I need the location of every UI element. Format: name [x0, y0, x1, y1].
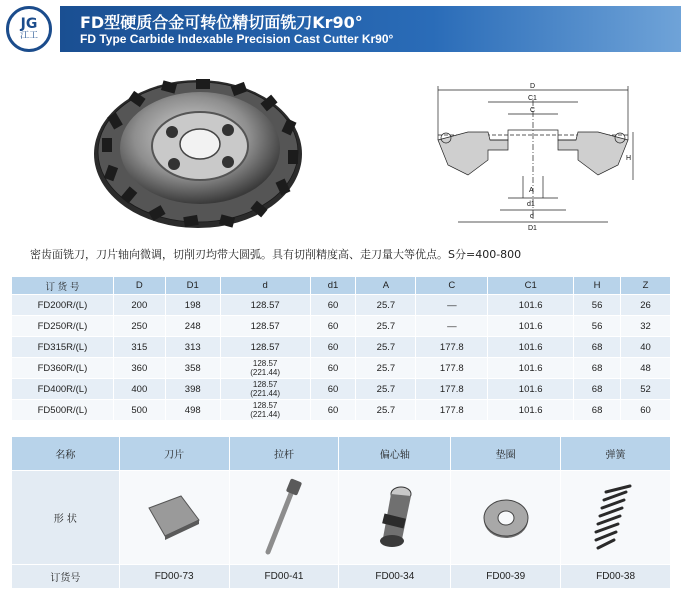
cell-d-main: 128.57 [252, 380, 278, 389]
spring-icon [586, 478, 646, 558]
cell-Z: 48 [621, 358, 671, 379]
accessory-name: 弹簧 [561, 437, 671, 471]
cell-d1: 60 [310, 400, 356, 421]
cell-H: 56 [574, 295, 621, 316]
cell-A: 25.7 [356, 358, 416, 379]
cell-C: — [416, 316, 488, 337]
cell-D: 400 [113, 379, 165, 400]
col-H: H [574, 277, 621, 295]
cell-Z: 52 [621, 379, 671, 400]
cell-C1: 101.6 [488, 316, 574, 337]
accessories-table [11, 436, 671, 589]
cell-D1: 398 [165, 379, 220, 400]
page-title: FD型硬质合金可转位精切面铣刀Kr90° [80, 13, 363, 32]
accessory-image [451, 471, 561, 565]
cell-A: 25.7 [356, 337, 416, 358]
cell-C1: 101.6 [488, 295, 574, 316]
title-bar [60, 6, 681, 52]
accessory-image [119, 471, 229, 565]
pull-rod-icon [254, 478, 314, 558]
accessory-code: FD00-73 [119, 565, 229, 589]
dim-d: d [530, 213, 534, 220]
cell-d1: 60 [310, 337, 356, 358]
cell-A: 25.7 [356, 400, 416, 421]
cell-D1: 358 [165, 358, 220, 379]
dim-H: H [626, 155, 632, 162]
cell-D: 250 [113, 316, 165, 337]
accessory-name: 拉杆 [229, 437, 339, 471]
insert-icon [139, 488, 209, 548]
eccentric-shaft-icon [365, 478, 425, 558]
cell-C1: 101.6 [488, 358, 574, 379]
logo-sub: 江工 [19, 31, 38, 41]
cell-Z: 32 [621, 316, 671, 337]
cell-D: 315 [113, 337, 165, 358]
cell-D1: 313 [165, 337, 220, 358]
col-order-no: 订 货 号 [12, 277, 114, 295]
cell-code: FD315R/(L) [12, 337, 114, 358]
cell-code: FD250R/(L) [12, 316, 114, 337]
accessory-code: FD00-34 [339, 565, 451, 589]
cell-C1: 101.6 [488, 400, 574, 421]
cell-code: FD400R/(L) [12, 379, 114, 400]
accessory-code: FD00-38 [561, 565, 671, 589]
cell-code: FD500R/(L) [12, 400, 114, 421]
cell-d: 128.57 [220, 337, 310, 358]
cell-code: FD200R/(L) [12, 295, 114, 316]
col-D: D [113, 277, 165, 295]
table-row [12, 400, 671, 421]
table-row [12, 337, 671, 358]
cell-D1: 498 [165, 400, 220, 421]
cell-D: 500 [113, 400, 165, 421]
cell-A: 25.7 [356, 316, 416, 337]
accessory-shape-row [12, 471, 671, 565]
dim-C1: C1 [528, 95, 537, 102]
accessory-image [229, 471, 339, 565]
name-label: 名称 [12, 437, 120, 471]
technical-drawing [428, 80, 638, 230]
cell-A: 25.7 [356, 379, 416, 400]
shape-label: 形 状 [12, 471, 120, 565]
accessory-code: FD00-41 [229, 565, 339, 589]
accessory-name: 垫圈 [451, 437, 561, 471]
cell-d [220, 379, 310, 400]
cell-d-main: 128.57 [252, 401, 278, 410]
cell-C: 177.8 [416, 358, 488, 379]
col-C: C [416, 277, 488, 295]
cell-d-main: 128.57 [252, 359, 278, 368]
cell-C1: 101.6 [488, 379, 574, 400]
logo-mark: JG [20, 16, 38, 32]
cell-d: 128.57 [220, 316, 310, 337]
dim-d1: d1 [527, 201, 535, 208]
cell-d [220, 358, 310, 379]
table-row [12, 316, 671, 337]
cell-d-alt: (221.44) [250, 389, 281, 398]
cell-D: 360 [113, 358, 165, 379]
order-label: 订货号 [12, 565, 120, 589]
spec-header-row [12, 277, 671, 295]
cell-H: 68 [574, 337, 621, 358]
cell-code: FD360R/(L) [12, 358, 114, 379]
cell-D1: 248 [165, 316, 220, 337]
cell-d-alt: (221.44) [250, 368, 281, 377]
page-subtitle: FD Type Carbide Indexable Precision Cast Cutter Kr90° [80, 32, 394, 46]
table-row [12, 295, 671, 316]
dim-A: A [529, 187, 534, 194]
cell-H: 68 [574, 400, 621, 421]
col-Z: Z [621, 277, 671, 295]
accessory-image [561, 471, 671, 565]
cell-H: 68 [574, 358, 621, 379]
cell-d-alt: (221.44) [250, 410, 281, 419]
cell-Z: 26 [621, 295, 671, 316]
washer-icon [476, 488, 536, 548]
cell-d1: 60 [310, 295, 356, 316]
brand-logo [6, 6, 52, 52]
accessory-code: FD00-39 [451, 565, 561, 589]
cell-C1: 101.6 [488, 337, 574, 358]
col-d: d [220, 277, 310, 295]
table-row [12, 358, 671, 379]
accessory-order-row [12, 565, 671, 589]
cell-Z: 60 [621, 400, 671, 421]
cell-C: — [416, 295, 488, 316]
dim-C: C [530, 107, 536, 114]
table-row [12, 379, 671, 400]
accessory-name-row [12, 437, 671, 471]
cell-H: 68 [574, 379, 621, 400]
cell-d1: 60 [310, 379, 356, 400]
accessory-name: 刀片 [119, 437, 229, 471]
col-C1: C1 [488, 277, 574, 295]
cell-d1: 60 [310, 316, 356, 337]
col-A: A [356, 277, 416, 295]
cell-Z: 40 [621, 337, 671, 358]
accessory-image [339, 471, 451, 565]
col-D1: D1 [165, 277, 220, 295]
accessory-name: 偏心轴 [339, 437, 451, 471]
col-d1: d1 [310, 277, 356, 295]
cell-C: 177.8 [416, 379, 488, 400]
cell-C: 177.8 [416, 337, 488, 358]
cell-d1: 60 [310, 358, 356, 379]
product-description: 密齿面铣刀，刀片轴向微调，切削刃均带大圆弧。具有切削精度高、走刀量大等优点。S分=400-800 [30, 248, 522, 261]
cell-D: 200 [113, 295, 165, 316]
spec-table [11, 276, 671, 421]
cell-d [220, 400, 310, 421]
cell-A: 25.7 [356, 295, 416, 316]
cutter-photo [88, 72, 306, 232]
dim-D1: D1 [528, 225, 537, 230]
cell-C: 177.8 [416, 400, 488, 421]
header [0, 0, 681, 58]
cell-D1: 198 [165, 295, 220, 316]
cell-H: 56 [574, 316, 621, 337]
cell-d: 128.57 [220, 295, 310, 316]
dim-D: D [530, 83, 536, 90]
